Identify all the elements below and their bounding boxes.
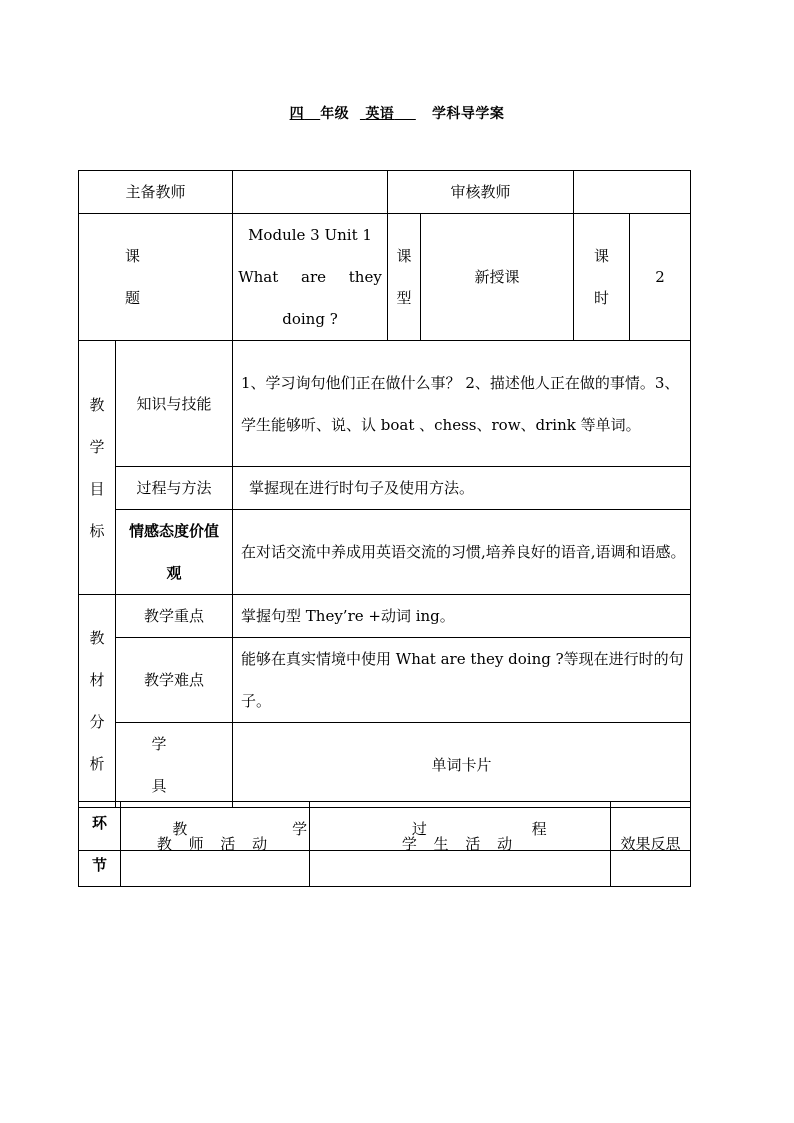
knowledge-label: 知识与技能 [116,341,233,467]
reviewer-label: 审核教师 [388,171,574,214]
document-title [0,103,794,123]
hours-value: 2 [630,214,691,341]
type-value: 新授课 [421,214,574,341]
topic-line-3: doing ? [282,310,338,328]
key-point-text: 掌握句型 They’re +动词 ing。 [233,595,691,638]
reviewer-value[interactable] [574,171,691,214]
tools-text: 单词卡片 [233,723,691,808]
emotion-label: 情感态度价值观 [116,510,233,595]
knowledge-text: 1、学习询句他们正在做什么事？ 2、描述他人正在做的事情。3、学生能够听、说、认 boat 、chess、row、drink 等单词。 [233,341,691,467]
topic-label: 课 题 [79,214,233,341]
process-section-title: 教 学 过 程 [79,808,691,851]
analysis-group-label: 教 材 分 析 [79,595,116,808]
topic-value [233,214,388,341]
lead-teacher-value[interactable] [233,171,388,214]
grade-suffix: 年级 [320,106,350,122]
lesson-plan-table [78,170,691,851]
teacher-activity-header: 教 师 活 动 [121,802,310,887]
type-label: 课 型 [388,214,421,341]
process-table [78,801,691,887]
process-text: 掌握现在进行时句子及使用方法。 [233,467,691,510]
goals-group-label: 教 学 目 标 [79,341,116,595]
process-label: 过程与方法 [116,467,233,510]
student-activity-header: 学 生 活 动 [310,802,611,887]
tools-label: 学 具 [116,723,233,808]
key-point-label: 教学重点 [116,595,233,638]
topic-line-1: Module 3 Unit 1 [248,226,372,244]
grade: 四 [289,106,305,122]
hours-label: 课 时 [574,214,630,341]
difficulty-label: 教学难点 [116,638,233,723]
lead-teacher-label: 主备教师 [79,171,233,214]
doc-type: 学科导学案 [431,106,505,122]
emotion-text: 在对话交流中养成用英语交流的习惯,培养良好的语音,语调和语感。 [233,510,691,595]
stage-header: 环 节 [79,802,121,887]
feedback-header: 效果反思 [611,802,691,887]
subject: 英语 [365,106,395,122]
difficulty-text: 能够在真实情境中使用 What are they doing ?等现在进行时的句子。 [233,638,691,723]
topic-line-2: What are they [238,268,382,286]
